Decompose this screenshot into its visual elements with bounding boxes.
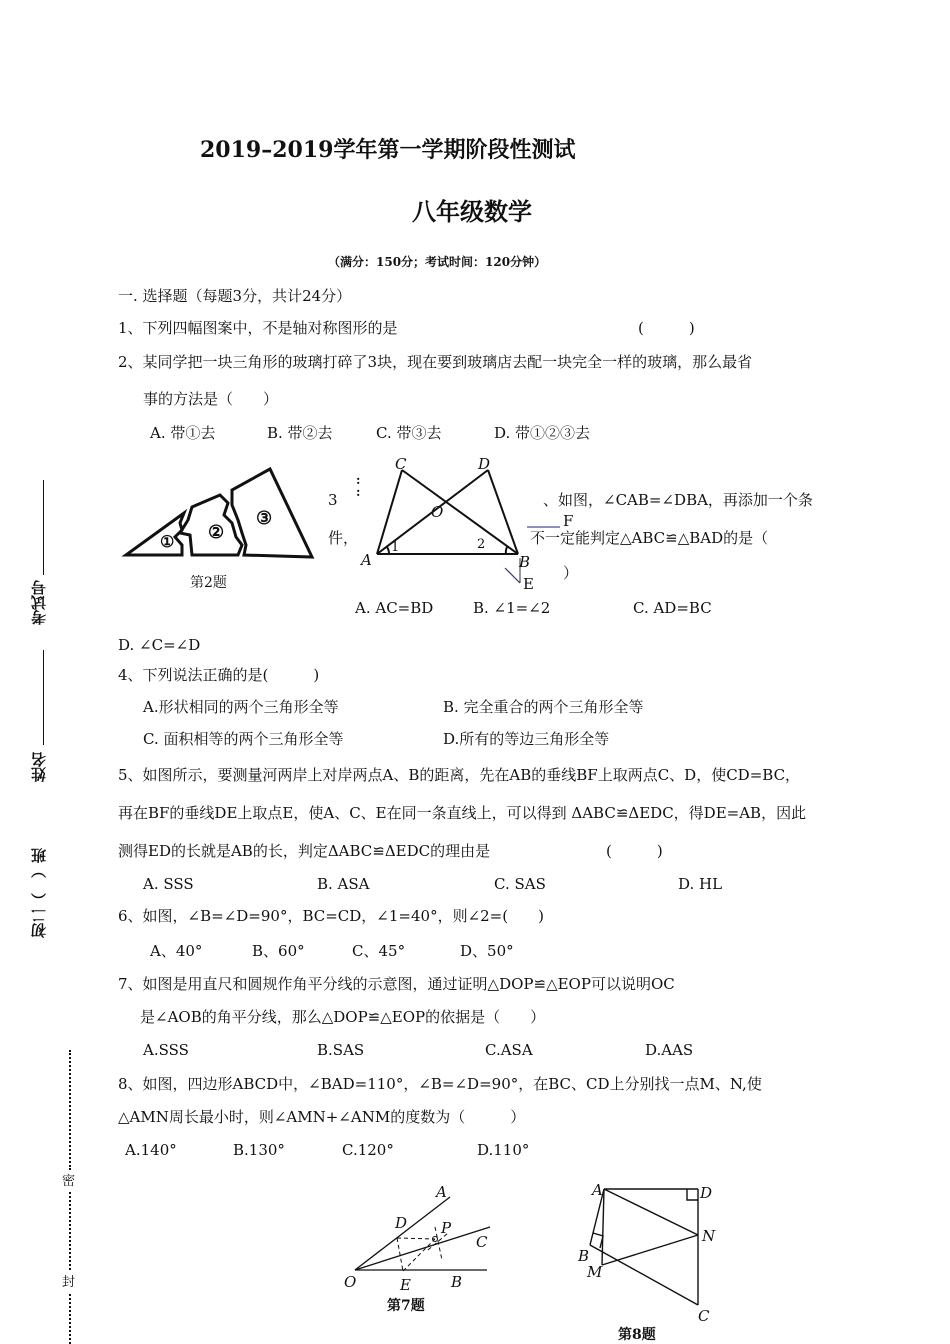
exam-title: 2019–2019学年第一学期阶段性测试 [200, 137, 576, 163]
question-3-line1b: 件， [328, 529, 359, 547]
q7-option-a: A.SSS [143, 1041, 189, 1059]
question-3-number: 3 [328, 491, 338, 509]
seal-dotted-line [69, 1294, 71, 1344]
q8-quadrilateral-figure [560, 1175, 730, 1344]
exam-no-line [43, 480, 44, 575]
label-F: F [563, 512, 574, 530]
label-C: C [698, 1307, 710, 1325]
q3-dot-marks: : : [356, 473, 361, 499]
q5-option-d: D. HL [678, 875, 723, 893]
q8-figure-caption: 第8题 [618, 1327, 656, 1343]
piece-2-label: ② [208, 522, 225, 543]
q2-option-b: B. 带②去 [267, 424, 333, 442]
q3-option-a: A. AC=BD [355, 599, 434, 617]
question-5-line2: 再在BF的垂线DE上取点E，使A、C、E在同一条直线上，可以得到 ΔABC≌ΔEDC，得DE=AB，因此 [118, 804, 807, 822]
q8-option-d: D.110° [477, 1141, 530, 1159]
q7-figure-caption: 第7题 [387, 1298, 425, 1314]
label-A: A [592, 1181, 603, 1199]
seal-char-1: 密 [62, 1174, 76, 1189]
exam-info: （满分：150分；考试时间：120分钟） [328, 255, 547, 269]
label-A: A [436, 1183, 447, 1201]
question-3-line1: 、如图，∠CAB=∠DBA，再添加一个条 [543, 491, 813, 509]
q3-triangle-figure [355, 455, 595, 595]
q4-option-c: C. 面积相等的两个三角形全等 [143, 730, 344, 748]
label-B: B [519, 553, 531, 571]
name-label: 姓名 [30, 752, 48, 782]
q8-option-b: B.130° [233, 1141, 285, 1159]
question-7-line1: 7、如图是用直尺和圆规作角平分线的示意图，通过证明△DOP≌△EOP可以说明OC [118, 975, 675, 993]
q7-angle-bisector-figure [340, 1175, 510, 1335]
piece-3-label: ③ [256, 508, 273, 529]
q2-option-c: C. 带③去 [376, 424, 442, 442]
q4-option-a: A.形状相同的两个三角形全等 [143, 698, 339, 716]
piece-1-label: ① [160, 532, 175, 551]
question-4: 4、下列说法正确的是( ) [118, 666, 320, 684]
label-B: B [578, 1247, 590, 1265]
q6-option-d: D、50° [460, 942, 514, 960]
q3-option-b: B. ∠1=∠2 [473, 599, 551, 617]
question-2-line2: 事的方法是（ ） [143, 390, 279, 408]
question-8-line1: 8、如图，四边形ABCD中，∠BAD=110°，∠B=∠D=90°，在BC、CD上分别找一点M、N,使 [118, 1075, 762, 1093]
q2-broken-glass-figure [120, 465, 320, 565]
label-C: C [395, 455, 407, 473]
label-E: E [523, 575, 534, 593]
label-C: C [476, 1233, 488, 1251]
q7-option-d: D.AAS [645, 1041, 694, 1059]
q6-option-c: C、45° [352, 942, 406, 960]
seal-dotted-line [69, 1050, 71, 1170]
question-5-line3: 测得ED的长就是AB的长，判定ΔABC≌ΔEDC的理由是 [118, 842, 491, 860]
q2-figure-caption: 第2题 [190, 575, 227, 591]
q3-option-d: D. ∠C=∠D [118, 636, 201, 654]
label-A: A [361, 551, 372, 569]
name-line [43, 650, 44, 745]
label-D: D [700, 1184, 713, 1202]
q4-option-b: B. 完全重合的两个三角形全等 [443, 698, 644, 716]
label-E: E [400, 1276, 411, 1294]
label-P: P [441, 1219, 452, 1237]
question-3-line2: 不一定能判定△ABC≌△BAD的是（ [530, 529, 769, 547]
label-M: M [587, 1263, 603, 1281]
label-D: D [478, 455, 491, 473]
label-D: D [395, 1214, 408, 1232]
label-B: B [451, 1273, 463, 1291]
q6-option-b: B、60° [252, 942, 305, 960]
answer-paren: ( ) [638, 319, 695, 337]
seal-char-2: 封 [62, 1275, 76, 1290]
answer-paren: ( ) [606, 842, 663, 860]
label-O: O [431, 503, 444, 521]
q3-option-c: C. AD=BC [633, 599, 712, 617]
angle-2-label: 2 [477, 537, 486, 552]
label-O: O [344, 1273, 357, 1291]
q8-option-a: A.140° [125, 1141, 177, 1159]
q2-option-a: A. 带①去 [150, 424, 216, 442]
exam-no-label: 考试号 [30, 580, 48, 625]
q7-option-c: C.ASA [485, 1041, 533, 1059]
section-heading: 一. 选择题（每题3分，共计24分） [118, 287, 352, 305]
q6-option-a: A、40° [150, 942, 203, 960]
seal-dotted-line [69, 1192, 71, 1270]
question-1: 1、下列四幅图案中，不是轴对称图形的是 [118, 319, 398, 337]
q2-option-d: D. 带①②③去 [494, 424, 591, 442]
q5-option-c: C. SAS [494, 875, 546, 893]
q5-option-b: B. ASA [317, 875, 370, 893]
q8-option-c: C.120° [342, 1141, 394, 1159]
q7-option-b: B.SAS [317, 1041, 365, 1059]
angle-1-label: 1 [391, 540, 400, 555]
class-label: 初二（ ）班 [30, 848, 48, 938]
subject-title: 八年级数学 [412, 197, 532, 226]
label-N: N [702, 1227, 716, 1245]
question-3-line3: ） [563, 564, 579, 582]
question-5-line1: 5、如图所示，要测量河两岸上对岸两点A、B的距离，先在AB的垂线BF上取两点C、D，使CD=BC， [118, 766, 801, 784]
question-2-line1: 2、某同学把一块三角形的玻璃打碎了3块，现在要到玻璃店去配一块完全一样的玻璃，那么最省 [118, 353, 753, 371]
q4-option-d: D.所有的等边三角形全等 [443, 730, 610, 748]
question-8-line2: △AMN周长最小时，则∠AMN+∠ANM的度数为（ ） [118, 1108, 526, 1126]
q5-option-a: A. SSS [143, 875, 194, 893]
question-6: 6、如图，∠B=∠D=90°，BC=CD，∠1=40°，则∠2=( ) [118, 907, 544, 925]
question-7-line2: 是∠AOB的角平分线，那么△DOP≌△EOP的依据是（ ） [140, 1008, 546, 1026]
